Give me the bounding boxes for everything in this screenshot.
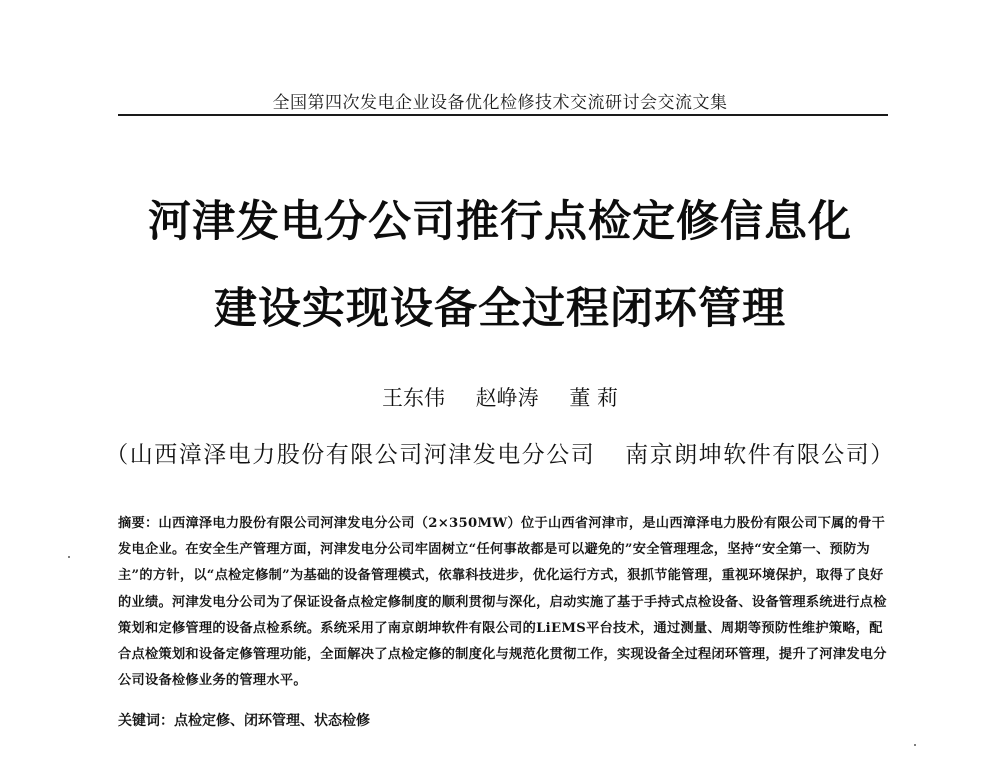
scan-speck — [68, 556, 70, 558]
paper-title-line-2: 建设实现设备全过程闭环管理 — [214, 284, 786, 334]
keywords-label: 关键词： — [118, 713, 174, 729]
author-name: 王东伟 — [381, 386, 445, 410]
affiliation — [0, 436, 1000, 469]
abstract — [118, 511, 888, 694]
affiliation-part-1: （山西漳泽电力股份有限公司河津发电分公司 — [105, 442, 596, 468]
keywords-text: 点检定修、闭环管理、状态检修 — [174, 713, 370, 729]
paper-title-line-1: 河津发电分公司推行点检定修信息化 — [148, 197, 852, 247]
keywords — [118, 710, 888, 730]
author-list — [0, 382, 1000, 412]
running-header: 全国第四次发电企业设备优化检修技术交流研讨会交流文集 — [272, 93, 728, 113]
author-name: 董 莉 — [569, 386, 619, 410]
abstract-text: 山西漳泽电力股份有限公司河津发电分公司（2×350MW）位于山西省河津市，是山西漳泽电力股份有限公司下属的骨干发电企业。在安全生产管理方面，河津发电分公司牢固树立“任何事故都是可以避免的”安全管理理念，坚持“安全第一、预防为主”的方针，以“点检定修制”为基础的设备管理模式，依靠科技进步，优化运行方式，狠抓节能管理，重视环境保护，取得了良好的业绩。河津发电分公司为了保证设备点检定修制度的顺利贯彻与深化，启动实施了基于手持式点检设备、设备管理系统进行点检策划和定修管理的设备点检系统。系统采用了南京朗坤软件有限公司的LiEMS平台技术，通过测量、周期等预防性维护策略，配合点检策划和设备定修管理功能，全面解决了点检定修的制度化与规范化贯彻工作，实现设备全过程闭环管理，提升了河津发电分公司设备检修业务的管理水平。 — [118, 516, 887, 689]
author-name: 赵峥涛 — [475, 386, 539, 410]
abstract-label: 摘要： — [118, 516, 159, 531]
header-rule — [118, 114, 888, 116]
affiliation-part-2: 南京朗坤软件有限公司） — [625, 442, 895, 468]
scan-speck — [914, 744, 916, 746]
